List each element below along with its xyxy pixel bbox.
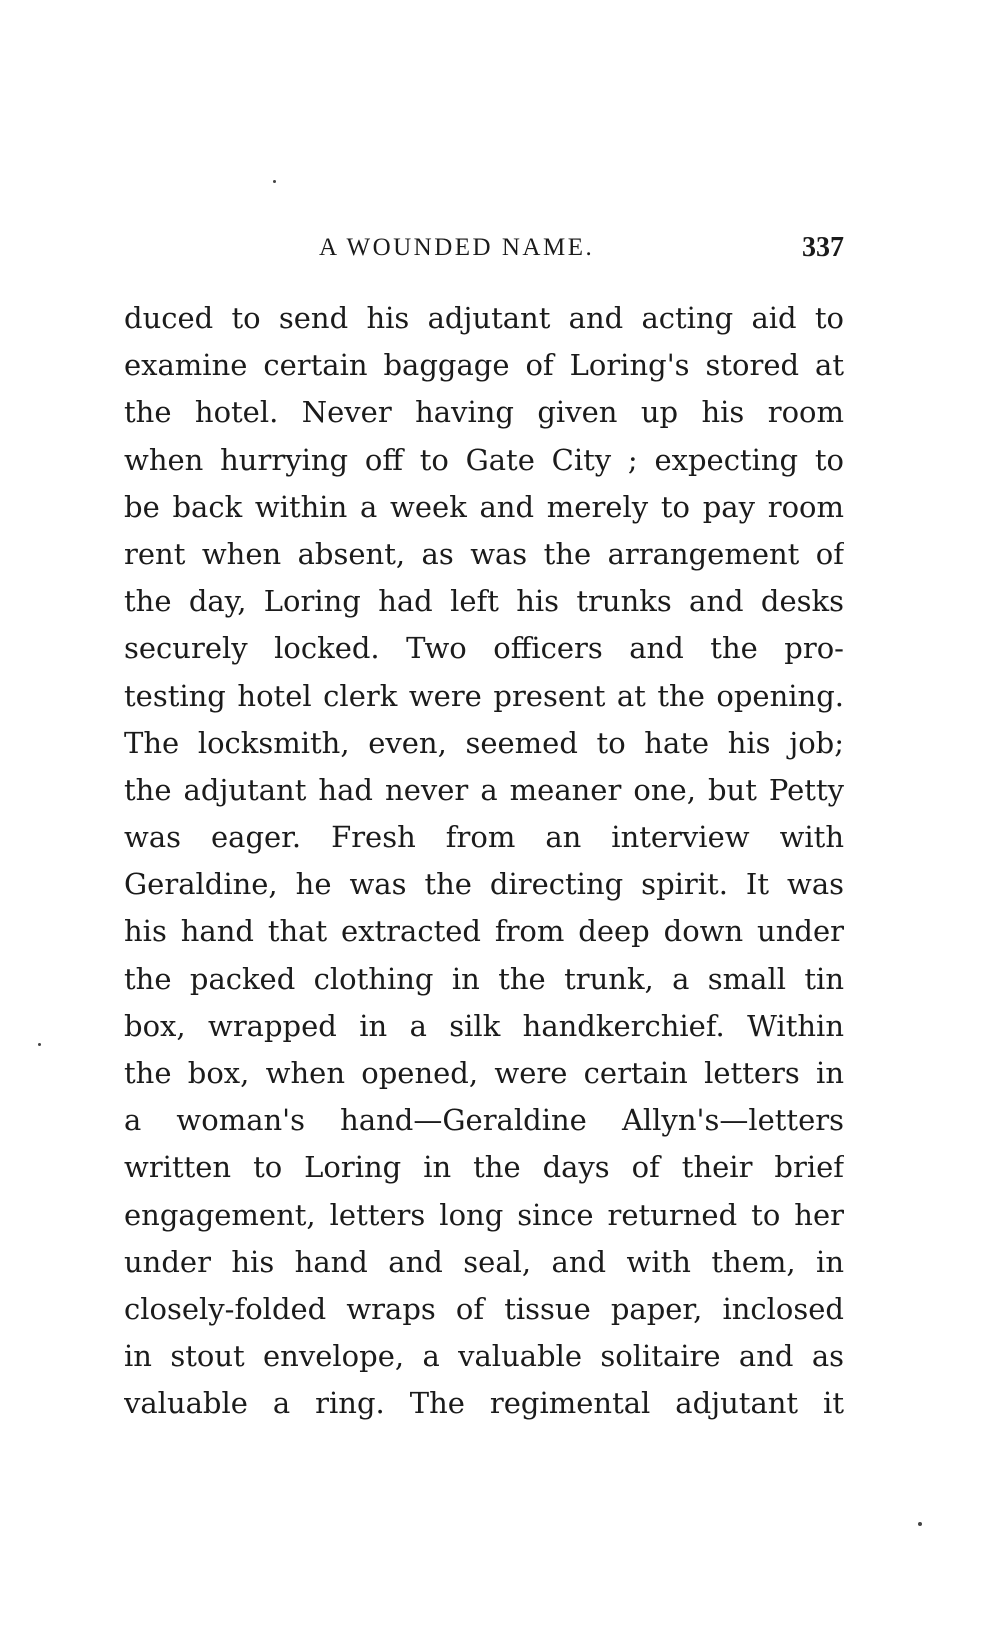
text-line: valuable a ring. The regimental adjutant it: [124, 1386, 844, 1421]
text-line: a woman's hand—Geraldine Allyn's—letters: [124, 1103, 844, 1138]
text-line: securely locked. Two officers and the pro-: [124, 631, 844, 666]
page-number: 337: [802, 232, 844, 263]
print-speck: [273, 180, 276, 183]
text-line: when hurrying off to Gate City ; expecting to: [124, 442, 844, 477]
text-line: engagement, letters long since returned to her: [124, 1197, 844, 1232]
text-line: examine certain baggage of Loring's stored at: [124, 348, 844, 383]
text-line: be back within a week and merely to pay room: [124, 489, 844, 524]
text-line: his hand that extracted from deep down under: [124, 914, 844, 949]
text-line: the hotel. Never having given up his room: [124, 395, 844, 430]
text-line: under his hand and seal, and with them, in: [124, 1244, 844, 1279]
running-title: A WOUNDED NAME.: [319, 234, 595, 261]
text-line: Geraldine, he was the directing spirit. It was: [124, 867, 844, 902]
text-line: The locksmith, even, seemed to hate his job;: [124, 725, 844, 760]
running-header: [124, 234, 844, 274]
text-line: closely-folded wraps of tissue paper, inclosed: [124, 1291, 844, 1326]
text-line: in stout envelope, a valuable solitaire and as: [124, 1339, 844, 1374]
text-line: written to Loring in the days of their brief: [124, 1150, 844, 1185]
text-line: rent when absent, as was the arrangement of: [124, 536, 844, 571]
text-line: the box, when opened, were certain letters in: [124, 1056, 844, 1090]
text-line: box, wrapped in a silk handkerchief. Within: [124, 1008, 844, 1043]
text-line: was eager. Fresh from an interview with: [124, 820, 844, 855]
text-line: duced to send his adjutant and acting aid to: [124, 301, 844, 335]
text-line: the packed clothing in the trunk, a small tin: [124, 961, 844, 996]
text-line: the adjutant had never a meaner one, but Petty: [124, 772, 844, 807]
text-line: testing hotel clerk were present at the opening.: [124, 678, 844, 713]
print-speck: [38, 1043, 41, 1046]
print-speck: [918, 1522, 922, 1526]
body-text: [124, 295, 844, 1428]
text-line: the day, Loring had left his trunks and desks: [124, 584, 844, 619]
